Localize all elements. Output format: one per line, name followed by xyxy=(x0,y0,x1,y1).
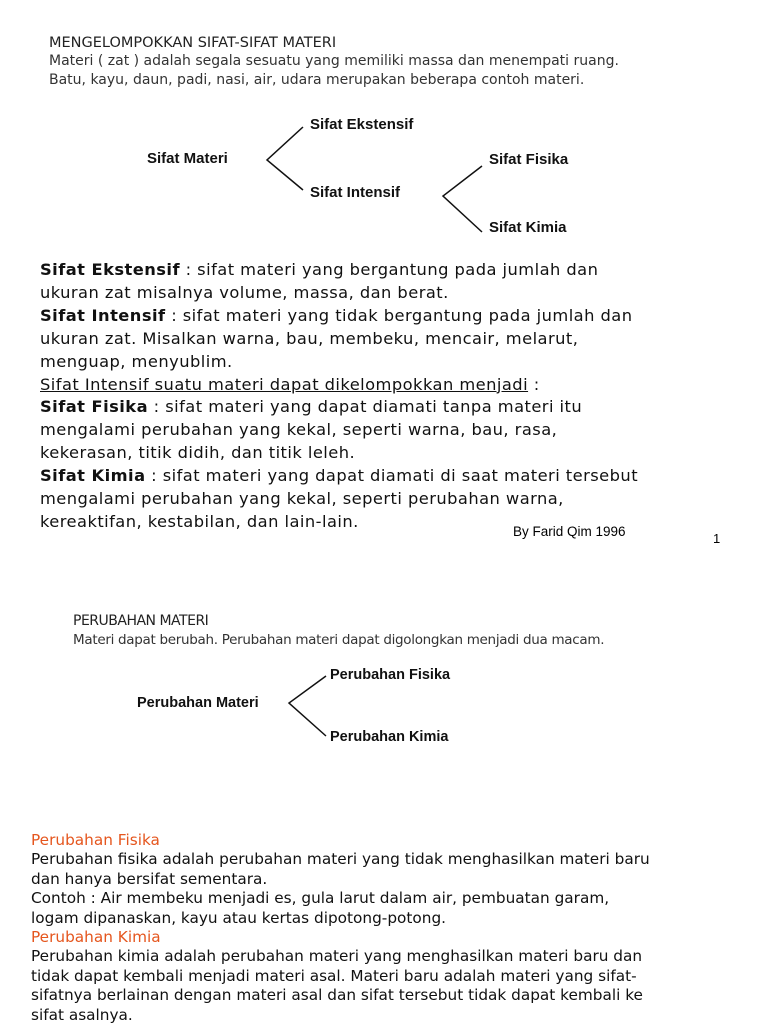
section-title-perubahan-materi: PERUBAHAN MATERI xyxy=(73,613,209,629)
perubahan-block xyxy=(31,831,650,1025)
paragraph-line: Contoh : Air membeku menjadi es, gula larut dalam air, pembuatan garam, xyxy=(31,889,610,908)
heading-perubahan-kimia: Perubahan Kimia xyxy=(31,928,161,947)
diagram-node-perubahan-fisika: Perubahan Fisika xyxy=(330,667,451,683)
paragraph-line: Perubahan kimia adalah perubahan materi yang menghasilkan materi baru dan xyxy=(31,947,643,966)
grouping-underlined: Sifat Intensif suatu materi dapat dikelompokkan menjadi xyxy=(40,374,529,394)
intro-line: Batu, kayu, daun, padi, nasi, air, udara merupakan beberapa contoh materi. xyxy=(49,72,585,88)
paragraph-line: sifatnya berlainan dengan materi asal dan sifat tersebut tidak dapat kembali ke xyxy=(31,986,643,1005)
grouping-colon: : xyxy=(528,374,540,394)
diagram-node-perubahan-materi: Perubahan Materi xyxy=(137,695,259,711)
definition-text: mengalami perubahan yang kekal, seperti perubahan warna, xyxy=(40,489,564,509)
paragraph-line: Perubahan fisika adalah perubahan materi yang tidak menghasilkan materi baru xyxy=(31,850,650,869)
term-intensif: Sifat Intensif xyxy=(40,305,166,325)
paragraph-line: tidak dapat kembali menjadi materi asal. Materi baru adalah materi yang sifat- xyxy=(31,966,637,985)
author-credit: By Farid Qim 1996 xyxy=(513,524,626,539)
diagram-node-sifat-materi: Sifat Materi xyxy=(147,150,228,167)
definition-text: ukuran zat misalnya volume, massa, dan berat. xyxy=(40,282,449,302)
diagram-node-sifat-intensif: Sifat Intensif xyxy=(310,184,401,201)
diagram-node-perubahan-kimia: Perubahan Kimia xyxy=(330,729,449,745)
definitions-block xyxy=(40,259,638,534)
definition-text: ukuran zat. Misalkan warna, bau, membeku, mencair, melarut, xyxy=(40,328,579,348)
intro-line: Materi ( zat ) adalah segala sesuatu yang memiliki massa dan menempati ruang. xyxy=(49,53,619,69)
definition-text: menguap, menyublim. xyxy=(40,351,233,371)
heading-perubahan-fisika: Perubahan Fisika xyxy=(31,831,160,849)
section-title-sifat-materi: MENGELOMPOKKAN SIFAT-SIFAT MATERI xyxy=(49,35,337,51)
definition-text: kekerasan, titik didih, dan titik leleh. xyxy=(40,443,356,463)
paragraph-line: logam dipanaskan, kayu atau kertas dipotong-potong. xyxy=(31,908,447,927)
definition-text: : sifat materi yang bergantung pada jumlah dan xyxy=(180,260,599,279)
term-fisika: Sifat Fisika xyxy=(40,397,149,417)
paragraph-line: dan hanya bersifat sementara. xyxy=(31,869,268,888)
definition-text: : sifat materi yang dapat diamati di saat materi tersebut xyxy=(145,466,639,486)
definition-text: mengalami perubahan yang kekal, seperti warna, bau, rasa, xyxy=(40,420,558,440)
intro-line: Materi dapat berubah. Perubahan materi dapat digolongkan menjadi dua macam. xyxy=(73,632,605,648)
diagram-node-sifat-kimia: Sifat Kimia xyxy=(489,219,567,236)
definition-text: kereaktifan, kestabilan, dan lain-lain. xyxy=(40,511,359,531)
term-ekstensif: Sifat Ekstensif xyxy=(40,260,180,279)
diagram-node-sifat-fisika: Sifat Fisika xyxy=(489,151,569,168)
definition-text: : sifat materi yang tidak bergantung pada jumlah dan xyxy=(165,305,633,325)
term-kimia: Sifat Kimia xyxy=(40,466,146,486)
definition-text: : sifat materi yang dapat diamati tanpa materi itu xyxy=(148,397,583,417)
diagram-node-sifat-ekstensif: Sifat Ekstensif xyxy=(310,116,414,133)
page-number: 1 xyxy=(713,531,721,546)
paragraph-line: sifat asalnya. xyxy=(31,1005,133,1024)
